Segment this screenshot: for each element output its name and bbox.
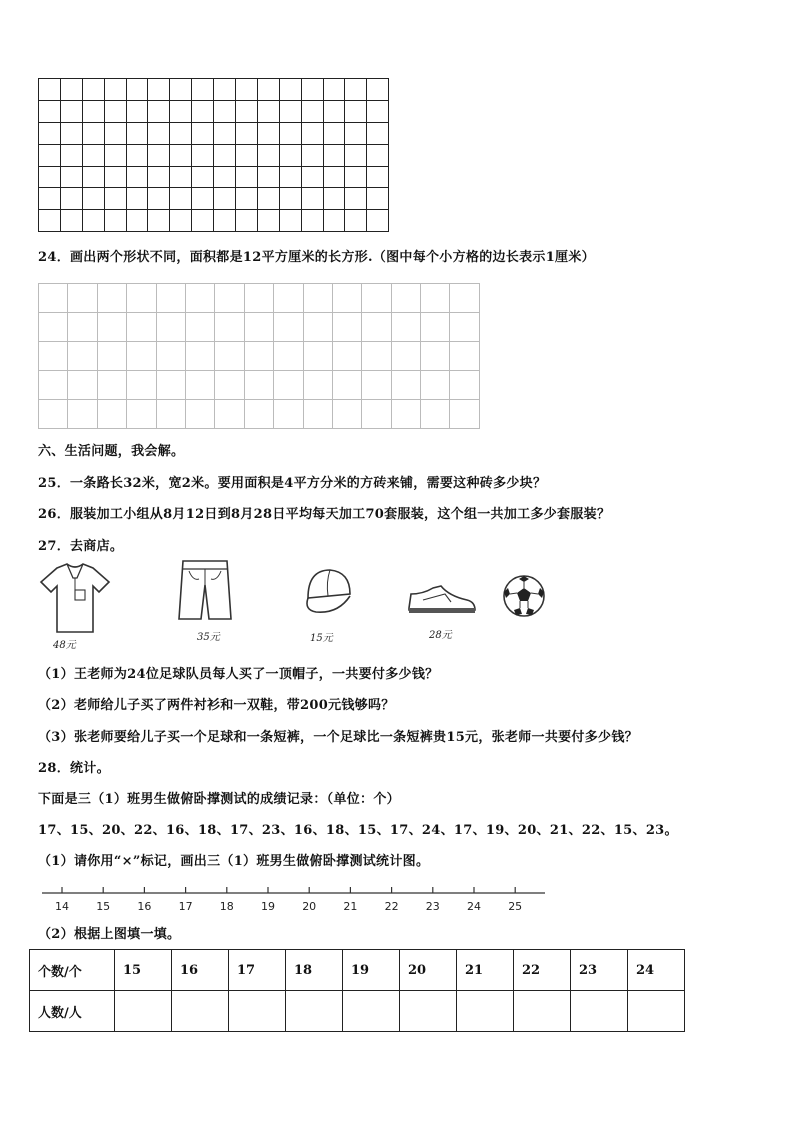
number-line (40, 882, 550, 916)
grid-cell (148, 210, 170, 232)
grid-cell (323, 166, 345, 188)
grid-cell (39, 210, 61, 232)
top-drawing-grid (38, 78, 389, 232)
grid-cell (127, 313, 156, 342)
grid-cell (39, 284, 68, 313)
grid-cell (104, 144, 126, 166)
count-cell: 22 (514, 950, 571, 991)
count-cell: 15 (115, 950, 172, 991)
grid-cell (185, 371, 214, 400)
grid-cell (236, 100, 258, 122)
question-28-intro: 下面是三（1）班男生做俯卧撑测试的成绩记录：（单位：个） (38, 792, 400, 807)
soccer-ball-icon (502, 574, 546, 618)
grid-cell (301, 188, 323, 210)
grid-cell (156, 400, 185, 429)
grid-cell (97, 400, 126, 429)
grid-cell (148, 188, 170, 210)
grid-cell (126, 144, 148, 166)
grid-cell (215, 284, 244, 313)
grid-cell (82, 144, 104, 166)
grid-cell (192, 188, 214, 210)
grid-cell (279, 122, 301, 144)
grid-cell (82, 122, 104, 144)
grid-cell (323, 144, 345, 166)
grid-cell (303, 284, 332, 313)
grid-cell (192, 210, 214, 232)
grid-cell (126, 188, 148, 210)
grid-cell (236, 79, 258, 101)
grid-cell (450, 371, 479, 400)
grid-cell (127, 284, 156, 313)
grid-cell (367, 210, 389, 232)
grid-cell (214, 188, 236, 210)
grid-cell (82, 79, 104, 101)
grid-cell (244, 313, 273, 342)
grid-cell (303, 313, 332, 342)
grid-cell (104, 100, 126, 122)
grid-cell (185, 400, 214, 429)
grid-cell (192, 144, 214, 166)
push-up-table (29, 949, 685, 1032)
grid-cell (214, 144, 236, 166)
axis-tick-label: 17 (178, 900, 193, 913)
grid-cell (60, 210, 82, 232)
grid-cell (126, 100, 148, 122)
grid-cell (192, 166, 214, 188)
grid-cell (257, 144, 279, 166)
grid-cell (185, 284, 214, 313)
grid-cell (301, 122, 323, 144)
grid-cell (236, 166, 258, 188)
grid-cell (148, 79, 170, 101)
grid-cell (68, 284, 97, 313)
grid-cell (244, 371, 273, 400)
grid-cell (367, 166, 389, 188)
grid-cell (345, 144, 367, 166)
question-27-sub-2: （2）老师给儿子买了两件衬衫和一双鞋，带200元钱够吗？ (38, 698, 395, 713)
grid-cell (367, 122, 389, 144)
shorts-price: 35元 (197, 632, 220, 643)
cap-item (298, 564, 358, 649)
question-27: 27．去商店。 (38, 539, 124, 554)
grid-cell (450, 313, 479, 342)
question-28: 28．统计。 (38, 761, 110, 776)
grid-cell (39, 122, 61, 144)
grid-cell (244, 342, 273, 371)
grid-cell (39, 400, 68, 429)
grid-cell (170, 79, 192, 101)
grid-cell (421, 342, 450, 371)
section-6-title: 六、生活问题，我会解。 (38, 444, 185, 459)
grid-cell (39, 144, 61, 166)
grid-cell (301, 144, 323, 166)
grid-cell (274, 371, 303, 400)
grid-cell (367, 188, 389, 210)
row-label-people: 人数/人 (30, 991, 115, 1032)
grid-cell (60, 188, 82, 210)
grid-cell (367, 79, 389, 101)
grid-cell (301, 79, 323, 101)
count-cell: 23 (571, 950, 628, 991)
grid-cell (345, 122, 367, 144)
axis-tick-label: 22 (384, 900, 399, 913)
grid-cell (244, 400, 273, 429)
grid-cell (421, 284, 450, 313)
grid-cell (367, 100, 389, 122)
grid-cell (192, 79, 214, 101)
count-cell: 17 (229, 950, 286, 991)
grid-cell (332, 400, 361, 429)
grid-cell (68, 342, 97, 371)
axis-tick-label: 19 (261, 900, 275, 913)
grid-cell (391, 342, 420, 371)
answer-cell[interactable] (400, 991, 457, 1032)
grid-cell (82, 210, 104, 232)
grid-cell (345, 188, 367, 210)
grid-cell (257, 166, 279, 188)
grid-cell (148, 166, 170, 188)
grid-cell (127, 400, 156, 429)
answer-cell[interactable] (115, 991, 172, 1032)
question-27-sub-1: （1）王老师为24位足球队员每人买了一顶帽子，一共要付多少钱？ (38, 667, 439, 682)
grid-cell (97, 313, 126, 342)
count-cell: 18 (286, 950, 343, 991)
grid-cell (60, 100, 82, 122)
count-cell: 21 (457, 950, 514, 991)
grid-cell (421, 371, 450, 400)
grid-cell (301, 210, 323, 232)
grid-cell (257, 79, 279, 101)
grid-cell (391, 400, 420, 429)
grid-cell (126, 210, 148, 232)
grid-cell (279, 188, 301, 210)
count-cell: 20 (400, 950, 457, 991)
grid-cell (236, 122, 258, 144)
question-28-sub-1: （1）请你用“×”标记，画出三（1）班男生做俯卧撑测试统计图。 (38, 854, 430, 869)
grid-cell (127, 342, 156, 371)
grid-cell (332, 284, 361, 313)
grid-cell (214, 100, 236, 122)
grid-cell (39, 166, 61, 188)
grid-cell (192, 100, 214, 122)
answer-cell[interactable] (229, 991, 286, 1032)
answer-cell[interactable] (172, 991, 229, 1032)
grid-cell (391, 371, 420, 400)
grid-cell (332, 313, 361, 342)
grid-cell (170, 188, 192, 210)
grid-cell (60, 122, 82, 144)
grid-cell (39, 100, 61, 122)
shirt-item (35, 562, 115, 652)
grid-cell (126, 166, 148, 188)
grid-cell (170, 144, 192, 166)
grid-cell (236, 144, 258, 166)
axis-tick-label: 18 (219, 900, 234, 913)
grid-cell (362, 342, 391, 371)
axis-tick-label: 15 (96, 900, 111, 913)
table-row-people (30, 991, 685, 1032)
grid-cell (362, 371, 391, 400)
axis-tick-label: 23 (425, 900, 440, 913)
shorts-icon (175, 557, 235, 625)
grid-cell (126, 79, 148, 101)
grid-cell (332, 371, 361, 400)
axis-tick-label: 25 (508, 900, 523, 913)
row-label-counts: 个数/个 (30, 950, 115, 991)
answer-cell[interactable] (286, 991, 343, 1032)
grid-cell (301, 100, 323, 122)
grid-cell (279, 79, 301, 101)
grid-cell (215, 342, 244, 371)
grid-cell (301, 166, 323, 188)
axis-tick-label: 21 (343, 900, 358, 913)
grid-cell (68, 400, 97, 429)
question-24: 24．画出两个形状不同，面积都是12平方厘米的长方形.（图中每个小方格的边长表示1厘米） (38, 250, 595, 265)
grid-cell (97, 284, 126, 313)
grid-cell (39, 371, 68, 400)
grid-cell (127, 371, 156, 400)
shirt-icon (35, 562, 115, 636)
grid-cell (345, 210, 367, 232)
grid-cell (82, 188, 104, 210)
grid-cell (104, 210, 126, 232)
grid-cell (60, 144, 82, 166)
count-cell: 24 (628, 950, 685, 991)
grid-cell (332, 342, 361, 371)
grid-cell (345, 79, 367, 101)
shorts-item (175, 557, 235, 647)
grid-cell (323, 122, 345, 144)
answer-cell[interactable] (571, 991, 628, 1032)
grid-cell (323, 79, 345, 101)
grid-cell (60, 166, 82, 188)
grid-cell (323, 188, 345, 210)
grid-cell (60, 79, 82, 101)
grid-cell (279, 100, 301, 122)
grid-cell (345, 100, 367, 122)
shirt-price: 48元 (53, 640, 76, 651)
grid-cell (303, 342, 332, 371)
grid-cell (279, 144, 301, 166)
grid-cell (450, 400, 479, 429)
grid-cell (215, 371, 244, 400)
grid-cell (185, 342, 214, 371)
grid-cell (274, 400, 303, 429)
grid-cell (362, 284, 391, 313)
grid-cell (82, 166, 104, 188)
grid-cell (279, 166, 301, 188)
grid-cell (236, 210, 258, 232)
grid-cell (104, 122, 126, 144)
grid-cell (303, 400, 332, 429)
grid-cell (257, 122, 279, 144)
grid-cell (391, 313, 420, 342)
grid-cell (450, 284, 479, 313)
grid-cell (148, 100, 170, 122)
grid-cell (236, 188, 258, 210)
cap-icon (298, 564, 358, 620)
grid-cell (104, 188, 126, 210)
answer-cell[interactable] (628, 991, 685, 1032)
question-26: 26．服装加工小组从8月12日到8月28日平均每天加工70套服装，这个组一共加工多少套服装？ (38, 507, 611, 522)
question-27-sub-3: （3）张老师要给儿子买一个足球和一条短裤，一个足球比一条短裤贵15元，张老师一共要付多少钱？ (38, 730, 638, 745)
grid-cell (39, 188, 61, 210)
grid-cell (274, 313, 303, 342)
grid-cell (421, 400, 450, 429)
grid-cell (156, 313, 185, 342)
grid-cell (257, 100, 279, 122)
cap-price: 15元 (310, 633, 333, 644)
grid-cell (39, 313, 68, 342)
grid-cell (257, 210, 279, 232)
sneaker-icon (405, 578, 477, 618)
grid-cell (104, 79, 126, 101)
grid-cell (148, 122, 170, 144)
grid-cell (450, 342, 479, 371)
grid-cell (257, 188, 279, 210)
grid-cell (192, 122, 214, 144)
count-cell: 16 (172, 950, 229, 991)
soccer-ball-item (502, 574, 546, 618)
answer-cell[interactable] (457, 991, 514, 1032)
grid-cell (104, 166, 126, 188)
grid-cell (170, 166, 192, 188)
grid-cell (170, 210, 192, 232)
answer-cell[interactable] (343, 991, 400, 1032)
axis-tick-label: 20 (302, 900, 317, 913)
question-28-sub-2: （2）根据上图填一填。 (38, 927, 181, 942)
grid-cell (170, 122, 192, 144)
grid-cell (185, 313, 214, 342)
grid-cell (214, 210, 236, 232)
grid-cell (126, 122, 148, 144)
grid-cell (215, 400, 244, 429)
grid-cell (97, 371, 126, 400)
grid-cell (170, 100, 192, 122)
push-up-records: 17、15、20、22、16、18、17、23、16、18、15、17、24、17、19、20、21、22、15、23。 (38, 823, 678, 838)
grid-cell (215, 313, 244, 342)
grid-cell (68, 313, 97, 342)
grid-cell (345, 166, 367, 188)
grid-cell (39, 342, 68, 371)
grid-cell (367, 144, 389, 166)
grid-cell (148, 144, 170, 166)
grid-cell (39, 79, 61, 101)
grid-cell (274, 284, 303, 313)
grid-cell (214, 166, 236, 188)
grid-cell (274, 342, 303, 371)
grid-cell (97, 342, 126, 371)
grid-cell (214, 122, 236, 144)
sneaker-price: 28元 (429, 630, 452, 641)
grid-cell (156, 284, 185, 313)
count-cell: 19 (343, 950, 400, 991)
grid-cell (421, 313, 450, 342)
grid-cell (362, 313, 391, 342)
axis-tick-label: 14 (55, 900, 69, 913)
grid-cell (391, 284, 420, 313)
grid-cell (214, 79, 236, 101)
grid-cell (323, 210, 345, 232)
axis-tick-label: 16 (137, 900, 152, 913)
sneaker-item (405, 578, 477, 648)
grid-cell (82, 100, 104, 122)
grid-cell (303, 371, 332, 400)
grid-cell (68, 371, 97, 400)
grid-cell (156, 371, 185, 400)
grid-cell (323, 100, 345, 122)
grid-cell (362, 400, 391, 429)
grid-cell (244, 284, 273, 313)
grid-cell (279, 210, 301, 232)
table-row-counts (30, 950, 685, 991)
rectangle-drawing-grid (38, 283, 480, 429)
answer-cell[interactable] (514, 991, 571, 1032)
axis-tick-label: 24 (467, 900, 481, 913)
question-25: 25．一条路长32米，宽2米。要用面积是4平方分米的方砖来铺，需要这种砖多少块？ (38, 476, 547, 491)
grid-cell (156, 342, 185, 371)
